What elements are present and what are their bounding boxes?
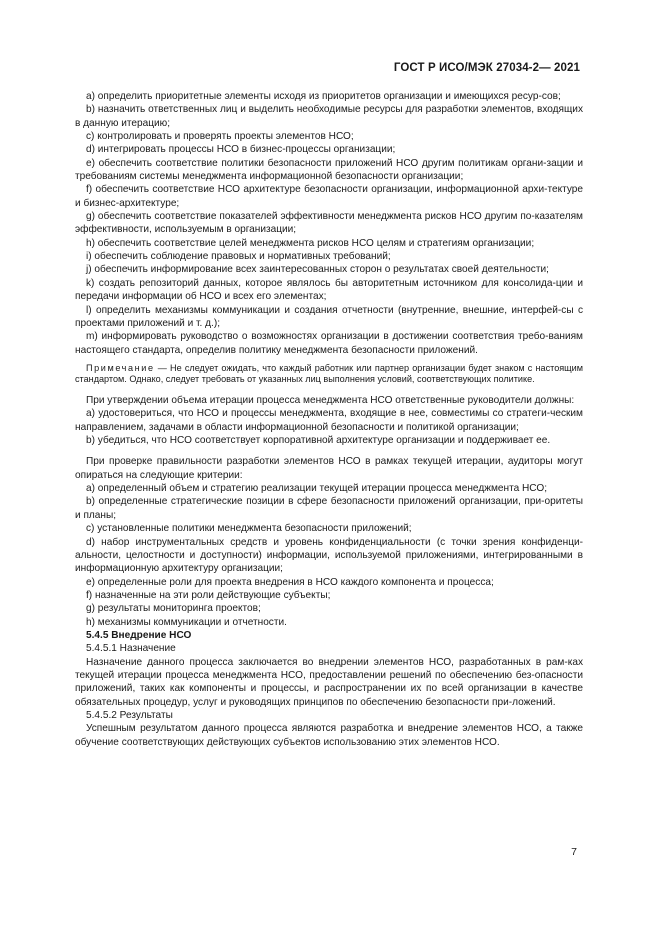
paragraph-approval: При утверждении объема итерации процесса менеджмента НСО ответственные руководители должны: — [86, 395, 575, 407]
list-item: d) набор инструментальных средств и уровень конфиденциальности (с точки зрения конфиденци-альности, целостности и доступности) информации, используемой приложениями, интегрированными в информационную архитектуру организации; — [75, 536, 583, 575]
subsection-title: 5.4.5.1 Назначение — [86, 643, 176, 655]
subsection-title: 5.4.5.2 Результаты — [86, 709, 173, 721]
list-item: h) обеспечить соответствие целей менеджмента рисков НСО целям и стратегиям организации; — [86, 237, 535, 249]
standard-header: ГОСТ Р ИСО/МЭК 27034-2— 2021 — [393, 62, 580, 74]
list-item: e) определенные роли для проекта внедрения в НСО каждого компонента и процесса; — [86, 576, 494, 588]
list-item: f) назначенные на эти роли действующие субъекты; — [86, 589, 331, 601]
list-item: l) определить механизмы коммуникации и создания отчетности (внутренние, внешние, интерфей-сы с проектами приложений и т. д.); — [75, 304, 583, 329]
note-label: Примечание — [86, 362, 155, 373]
list-item: f) обеспечить соответствие НСО архитектуре безопасности организации, информационной архи-тектуре и бизнес-архитектуре; — [75, 184, 583, 209]
list-item: a) определенный объем и стратегию реализации текущей итерации процесса менеджмента НСО; — [86, 483, 548, 495]
document-body — [75, 90, 583, 749]
list-item: i) обеспечить соблюдение правовых и нормативных требований; — [86, 251, 391, 263]
list-item: e) обеспечить соответствие политики безопасности приложений НСО другим политикам органи-зации и требованиям системы менеджмента информационной безопасности организации; — [75, 157, 583, 183]
list-item: j) обеспечить информирование всех заинтересованных сторон о результатах своей деятельности; — [86, 264, 549, 276]
list-item: b) определенные стратегические позиции в сфере безопасности приложений организации, при-оритеты и планы; — [75, 496, 583, 521]
note-text: — Не следует ожидать, что каждый работник или партнер организации будет знаком с настоящим стандартом. Однако, следует требовать от указанных лиц выполнения условий, соответствующих политике. — [75, 362, 583, 385]
list-item: h) механизмы коммуникации и отчетности. — [86, 616, 287, 628]
list-item: a) определить приоритетные элементы исходя из приоритетов организации и имеющихся ресур-сов; — [86, 91, 561, 102]
list-item: c) установленные политики менеджмента безопасности приложений; — [86, 523, 412, 535]
list-item: k) создать репозиторий данных, которое являлось бы авторитетным источником для консолида-ции и передачи информации об НСО и всех его элементах; — [75, 277, 583, 303]
list-item: g) обеспечить соответствие показателей эффективности менеджмента рисков НСО другим по-казателям эффективности, используемым в организации; — [75, 211, 583, 236]
subsection-text: Назначение данного процесса заключается во внедрении элементов НСО, разработанных в рам-ках текущей итерации процесса менеджмента НСО, предоставлении решений по обеспечению без-опасности приложений, таких как компоненты и процессы, и распространении их по всей организации в качестве обязательных процедур, услуг и руководящих принципов по обеспечению безопасности при-ложений. — [75, 656, 583, 708]
list-item: b) убедиться, что НСО соответствует корпоративной архитектуре организации и поддерживает ее. — [86, 435, 551, 447]
list-item: m) информировать руководство о возможностях организации в достижении соответствия требо-ваниям настоящего стандарта, определив политику менеджмента безопасности приложений. — [75, 331, 583, 356]
subsection-text: Успешным результатом данного процесса являются разработка и внедрение элементов НСО, а также обучение соответствующих действующих субъектов использованию этих элементов НСО. — [75, 723, 583, 748]
list-item: g) результаты мониторинга проектов; — [86, 603, 261, 615]
list-item: a) удостовериться, что НСО и процессы менеджмента, входящие в нее, совместимы со стратеги-ческим направлением, задачами в области информационной безопасности и политикой организации; — [75, 408, 583, 433]
section-heading: 5.4.5 Внедрение НСО — [86, 629, 192, 641]
page-number: 7 — [571, 846, 577, 858]
list-item: d) интегрировать процессы НСО в бизнес-процессы организации; — [86, 144, 396, 156]
paragraph-audit: При проверке правильности разработки элементов НСО в рамках текущей итерации, аудиторы могут опираться на следующие критерии: — [75, 456, 583, 481]
list-item: c) контролировать и проверять проекты элементов НСО; — [86, 131, 354, 143]
note — [75, 363, 583, 386]
list-item: b) назначить ответственных лиц и выделить необходимые ресурсы для разработки элементов, входящих в данную итерацию; — [75, 104, 583, 129]
